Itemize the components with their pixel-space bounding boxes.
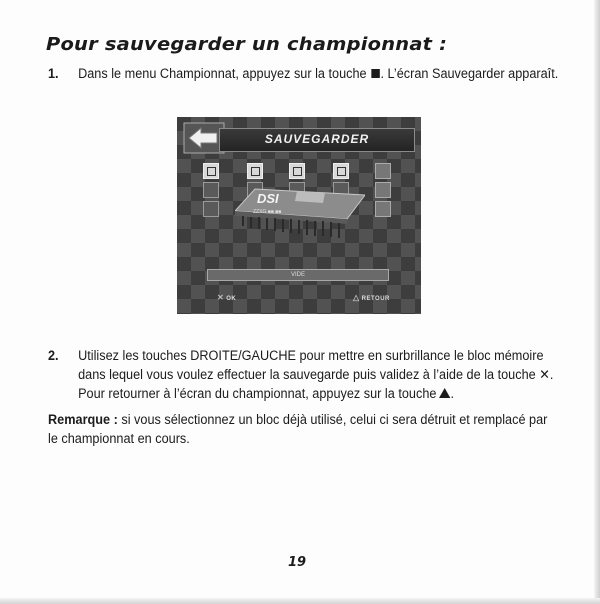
ok-prompt [217, 293, 236, 302]
back-prompt [353, 293, 390, 302]
remark-line-1-wrap [48, 410, 574, 429]
memory-slot [375, 163, 391, 179]
screen-title-bar [219, 128, 415, 152]
remark [48, 410, 574, 448]
page-edge-right [594, 0, 600, 604]
cross-icon: ✕ [217, 293, 225, 302]
step-2-line-2: dans lequel vous voulez effectuer la sauvegarde puis validez à l’aide de la touche ✕. [78, 367, 554, 382]
step-1-text-after: . L’écran Sauvegarder apparaît. [380, 66, 559, 81]
ok-label: OK [226, 296, 237, 302]
memory-slot-used [333, 163, 349, 179]
section-heading: Pour sauvegarder un championnat : [46, 34, 448, 55]
save-screen-image [177, 117, 421, 314]
memory-chip-icon [235, 181, 365, 241]
memory-slot [375, 182, 391, 198]
triangle-icon: △ [353, 293, 360, 302]
step-1-number: 1. [48, 66, 59, 81]
empty-slot-bar: VIDE [207, 269, 389, 281]
memory-slot [203, 182, 219, 198]
chip-sublabel: ZZXG ■■ ■■ [253, 209, 282, 215]
page-edge-bottom [0, 598, 600, 604]
remark-label: Remarque : [48, 412, 118, 427]
step-1-text-before: Dans le menu Championnat, appuyez sur la touche [78, 66, 367, 81]
remark-line-1: si vous sélectionnez un bloc déjà utilisé, celui ci sera détruit et remplacé par [117, 412, 548, 427]
chip-label: DSI [257, 191, 279, 206]
page-number: 19 [288, 555, 307, 570]
memory-slot [203, 201, 219, 217]
memory-slot-used [289, 163, 305, 179]
triangle-icon [439, 388, 450, 398]
step-2-text [78, 346, 554, 403]
step-2-line-3-wrap: Pour retourner à l’écran du championnat, appuyez sur la touche . [78, 386, 455, 401]
memory-slot-used [203, 163, 219, 179]
step-2-line-1: Utilisez les touches DROITE/GAUCHE pour mettre en surbrillance le bloc mémoire [78, 348, 544, 363]
back-label: RETOUR [361, 296, 390, 302]
step-2-number: 2. [48, 348, 59, 363]
remark-line-2: le championnat en cours. [48, 431, 190, 446]
step-1-text [78, 64, 559, 83]
square-icon [371, 69, 379, 78]
step-2-line-3: Pour retourner à l’écran du championnat, appuyez sur la touche [78, 386, 437, 401]
memory-slot-used [247, 163, 263, 179]
memory-slot [375, 201, 391, 217]
screen-title: SAUVEGARDER [264, 132, 370, 146]
